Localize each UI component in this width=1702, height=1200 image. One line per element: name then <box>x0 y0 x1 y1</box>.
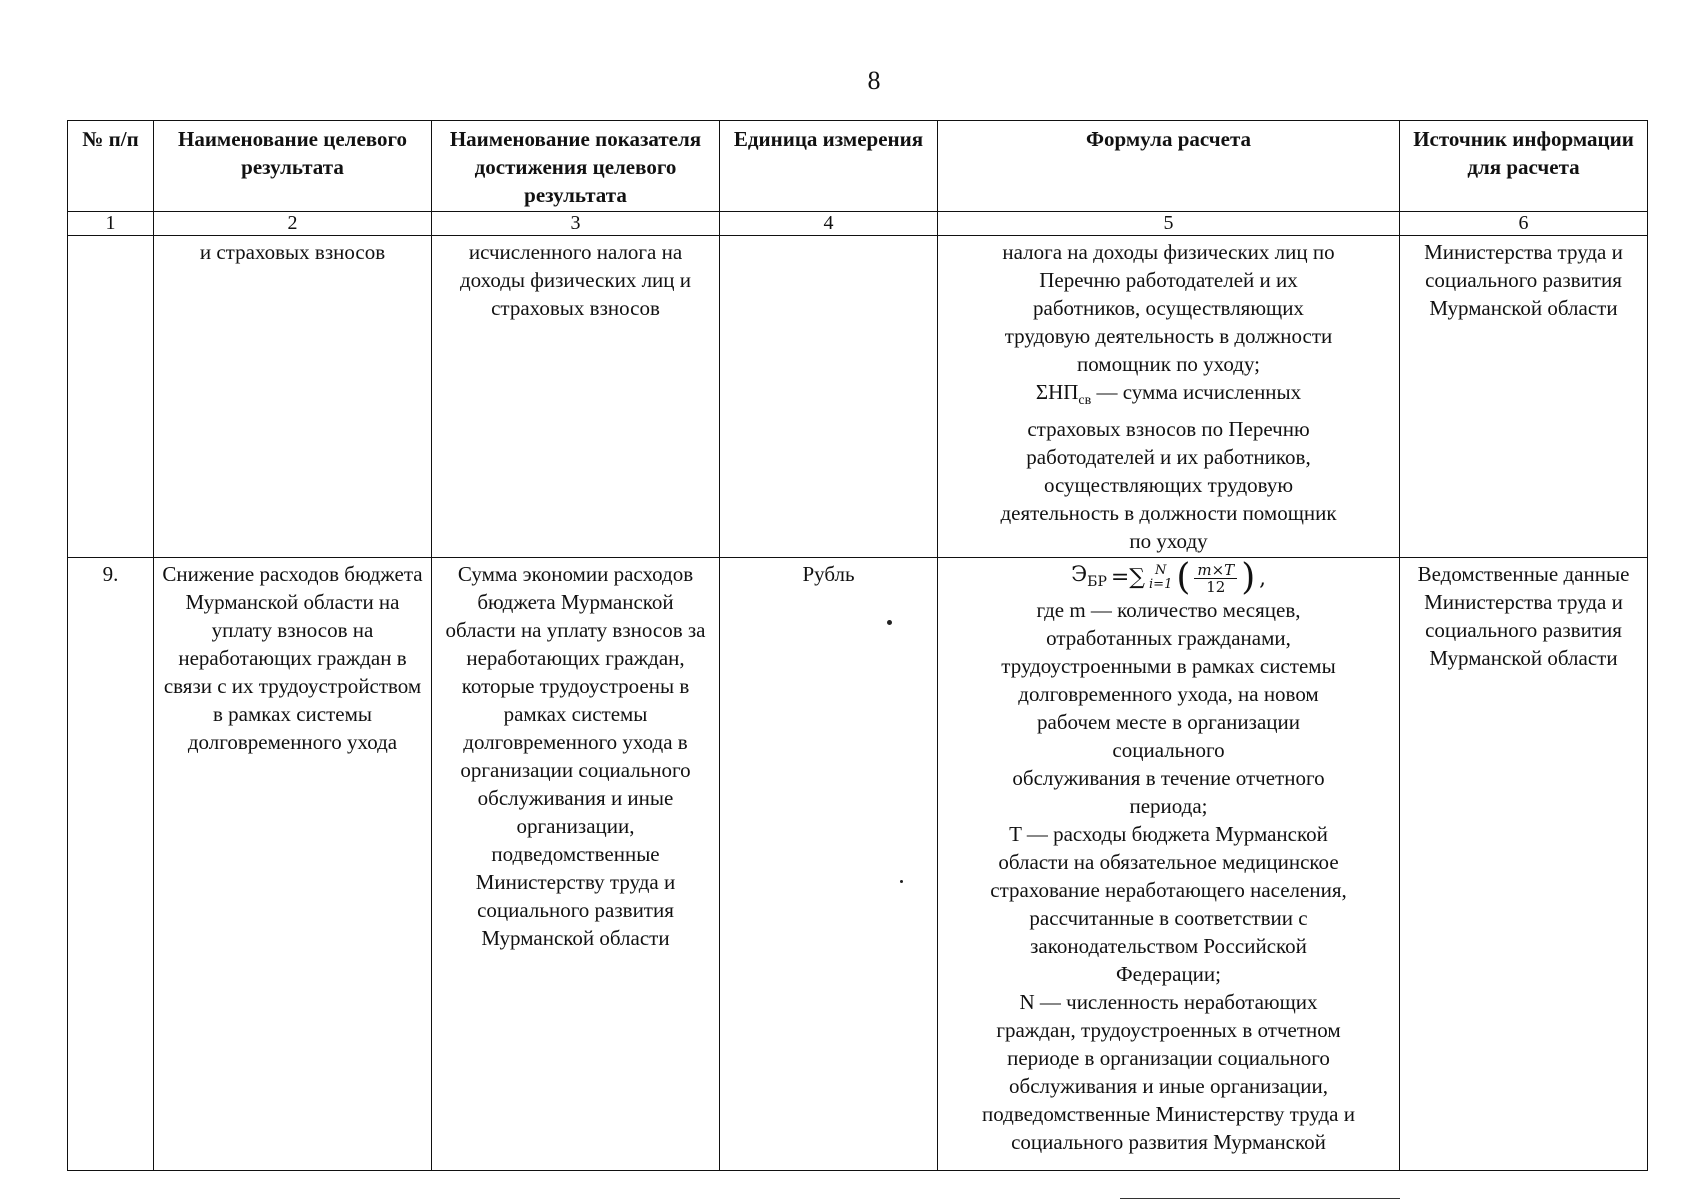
variable-description: — сумма исчисленных <box>1096 380 1302 404</box>
formula-text-line: обслуживания и иные организации, <box>1009 1074 1328 1099</box>
formula-text-line: отработанных гражданами, <box>1046 626 1291 651</box>
formula-denominator: 12 <box>1206 577 1226 596</box>
cell-formula <box>938 236 1400 558</box>
formula-text-line: N — численность неработающих <box>1019 990 1318 1015</box>
column-number: 2 <box>154 212 432 236</box>
cell-indicator: Сумма экономии расходов бюджета Мурманской области на уплату взносов за неработающих граждан, которые трудоустроены в рамках системы долговременного ухода в организации социального обслуживания и иные организации, подведомственные Министерству труда и социального развития Мурманской области <box>432 558 720 1171</box>
table-header-row <box>68 121 1648 212</box>
formula-text-line: подведомственные Министерству труда и <box>982 1102 1355 1127</box>
column-number: 5 <box>938 212 1400 236</box>
column-number-row <box>68 212 1648 236</box>
formula-text-line: помощник по уходу; <box>1076 352 1261 376</box>
formula-tail: , <box>1259 566 1266 591</box>
formula-text-line: области на обязательное медицинское <box>998 850 1339 875</box>
formula-text-line: обслуживания в течение отчетного <box>1012 766 1325 791</box>
formula-text-line: периоде в организации социального <box>1007 1046 1330 1071</box>
cell-source: Ведомственные данные Министерства труда и социального развития Мурманской области <box>1400 558 1648 1171</box>
formula-text-line: по уходу <box>1129 529 1208 554</box>
formula-text-line: трудовую деятельность в должности <box>1004 324 1333 348</box>
header-indicator: Наименование показателя достижения целевого результата <box>432 121 720 212</box>
formula-sum-sign: =∑ <box>1110 565 1146 591</box>
column-number: 3 <box>432 212 720 236</box>
formula-text-line: страхование неработающего населения, <box>990 878 1347 903</box>
formula-text-line: Федерации; <box>1115 962 1221 987</box>
scan-speck <box>887 620 892 625</box>
cell-target-result: и страховых взносов <box>154 236 432 558</box>
formula-text-line: работников, осуществляющих <box>1033 296 1304 320</box>
formula-text-line: налога на доходы физических лиц по <box>1002 240 1335 264</box>
formula-text-line: рабочем месте в организации <box>1037 710 1300 735</box>
header-source: Источник информации для расчета <box>1400 121 1648 212</box>
formula-lhs: $Э_{БР}$ <box>1071 562 1107 591</box>
formula-numerator: m×T <box>1194 562 1237 579</box>
cell-no <box>68 236 154 558</box>
column-number: 6 <box>1400 212 1648 236</box>
formula-upper-limit: N <box>1154 563 1167 579</box>
formula-fraction <box>1194 562 1237 595</box>
cell-indicator: исчисленного налога на доходы физических лиц и страховых взносов <box>432 236 720 558</box>
formula-text-line: где m — количество месяцев, <box>1036 598 1301 623</box>
scan-speck <box>900 880 903 883</box>
formula-text-line: социального развития Мурманской <box>1011 1130 1326 1155</box>
cell-unit: Рубль <box>720 558 938 1171</box>
formula-text-line: страховых взносов по Перечню <box>1027 417 1310 442</box>
page-number: 8 <box>867 66 881 95</box>
formula-text-line: периода; <box>1129 794 1208 819</box>
variable-symbol: ΣНП <box>1035 380 1079 404</box>
variable-subscript: св <box>1078 393 1092 409</box>
formula-text-line: T — расходы бюджета Мурманской <box>1009 822 1328 847</box>
header-formula: Формула расчета <box>938 121 1400 212</box>
formula-text-line: рассчитанные в соответствии с <box>1029 906 1308 931</box>
cell-no: 9. <box>68 558 154 1171</box>
formula-expression <box>946 557 1391 599</box>
formula-left-paren: ( <box>1176 557 1191 599</box>
column-number: 4 <box>720 212 938 236</box>
formula-text-line: граждан, трудоустроенных в отчетном <box>996 1018 1341 1043</box>
header-unit: Единица измерения <box>720 121 938 212</box>
formula-text-line: работодателей и их работников, <box>1026 445 1311 470</box>
table-row <box>68 236 1648 558</box>
cell-unit <box>720 236 938 558</box>
formula-right-paren: ) <box>1241 557 1256 599</box>
formula-text-line: Перечню работодателей и их <box>1039 268 1298 292</box>
cell-formula <box>938 558 1400 1171</box>
formula-lower-limit: i=1 <box>1149 577 1173 593</box>
indicator-table <box>67 120 1648 1171</box>
formula-text-line: трудоустроенными в рамках системы <box>1001 654 1336 679</box>
formula-text-line: долговременного ухода, на новом <box>1018 682 1319 707</box>
formula-text-line: законодательством Российской <box>1030 934 1307 959</box>
formula-text-line: деятельность в должности помощник <box>1000 501 1337 526</box>
formula-sum-limits <box>1149 564 1172 592</box>
header-target-result: Наименование целевого результата <box>154 121 432 212</box>
cell-target-result: Снижение расходов бюджета Мурманской области на уплату взносов на неработающих граждан в связи с их трудоустройством в рамках системы долговременного ухода <box>154 558 432 1171</box>
formula-variable-line <box>946 378 1391 415</box>
table-row <box>68 558 1648 1171</box>
header-no: № п/п <box>68 121 154 212</box>
formula-text-line: социального <box>1112 738 1225 763</box>
column-number: 1 <box>68 212 154 236</box>
bottom-rule <box>1120 1198 1400 1199</box>
formula-text-line: осуществляющих трудовую <box>1043 473 1294 498</box>
cell-source: Министерства труда и социального развития Мурманской области <box>1400 236 1648 558</box>
